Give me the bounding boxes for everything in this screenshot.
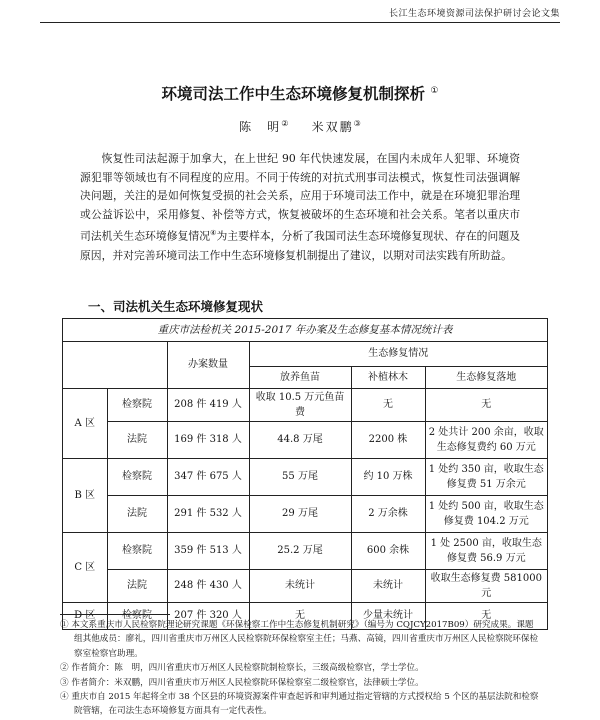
- section-heading: 一、司法机关生态环境修复现状: [88, 299, 264, 314]
- running-head-text: 长江生态环境资源司法保护研讨会论文集: [388, 9, 560, 19]
- footnote-divider: [60, 614, 170, 615]
- org-cell: 法院: [107, 421, 167, 458]
- paper-title: [0, 82, 600, 104]
- fish-cell: 收取 10.5 万元鱼苗费: [249, 388, 351, 421]
- cases-cell: 359 件 513 人: [167, 532, 249, 569]
- footnotes-list: [60, 618, 542, 719]
- table-row: [63, 569, 547, 602]
- region-cell: D 区: [63, 602, 107, 629]
- table-row: [63, 532, 547, 569]
- table-row: [63, 495, 547, 532]
- paper-title-text: 环境司法工作中生态环境修复机制探析: [161, 85, 426, 103]
- org-cell: 检察院: [107, 602, 167, 629]
- restore-cell: 无: [425, 388, 547, 421]
- author-name: 陈 明: [239, 120, 282, 134]
- cases-cell: 291 件 532 人: [167, 495, 249, 532]
- restore-cell: 1 处约 500 亩，收取生态修复费 104.2 万元: [425, 495, 547, 532]
- fish-cell: 25.2 万尾: [249, 532, 351, 569]
- region-cell: C 区: [63, 532, 107, 602]
- abstract-footnote-marker[interactable]: ④: [210, 229, 217, 238]
- region-cell: B 区: [63, 458, 107, 532]
- trees-cell: 600 余株: [351, 532, 425, 569]
- statistics-table: [62, 318, 548, 630]
- author-footnote-marker[interactable]: ②: [281, 119, 289, 128]
- data-table: [63, 342, 547, 629]
- table-row: [63, 458, 547, 495]
- table-row: [63, 421, 547, 458]
- org-cell: 法院: [107, 495, 167, 532]
- fish-cell: 55 万尾: [249, 458, 351, 495]
- org-cell: 检察院: [107, 388, 167, 421]
- fish-cell: 无: [249, 602, 351, 629]
- abstract-text: 为主要样本，分析了我国司法生态环境修复现状、存在的问题及原因，并对完善环境司法工作中生态环境修复机制提出了建议，以期对司法实践有所助益。: [80, 229, 521, 262]
- restore-cell: 收取生态修复费 581000 元: [425, 569, 547, 602]
- footnote: ③ 作者简介：米双鹏，四川省重庆市万州区人民检察院环保检察室二级检察官，法律硕士学位。: [60, 677, 424, 688]
- table-row: [63, 388, 547, 421]
- cases-cell: 208 件 419 人: [167, 388, 249, 421]
- header-cases: 办案数量: [167, 342, 249, 388]
- cases-cell: 169 件 318 人: [167, 421, 249, 458]
- header-trees: 补植林木: [351, 366, 425, 388]
- running-head: [40, 6, 560, 23]
- author-footnote-marker[interactable]: ③: [353, 119, 361, 128]
- corner-cell: [63, 342, 167, 388]
- region-cell: A 区: [63, 388, 107, 458]
- cases-cell: 248 件 430 人: [167, 569, 249, 602]
- author-name: 米双鹏: [311, 120, 354, 134]
- restore-cell: 2 处共计 200 余亩，收取生态修复费约 60 万元: [425, 421, 547, 458]
- trees-cell: 2200 株: [351, 421, 425, 458]
- footnote: ① 本文系重庆市人民检察院理论研究课题《环保检察工作中生态修复机制研究》（编号为 CQJCY2017B09）研究成果。课题组其他成员：廖礼，四川省重庆市万州区人民检察院环保检察室主任；马燕、高镜，四川省重庆市万州区人民检察院环保检察室检察官助理。: [60, 620, 539, 659]
- fish-cell: 44.8 万尾: [249, 421, 351, 458]
- cases-cell: 347 件 675 人: [167, 458, 249, 495]
- abstract-paragraph: [80, 150, 520, 265]
- fish-cell: 29 万尾: [249, 495, 351, 532]
- org-cell: 法院: [107, 569, 167, 602]
- trees-cell: 2 万余株: [351, 495, 425, 532]
- footnote: ② 作者简介：陈 明，四川省重庆市万州区人民检察院制检察长，三级高级检察官，学士学位。: [60, 663, 424, 674]
- restore-cell: 1 处 2500 亩，收取生态修复费 56.9 万元: [425, 532, 547, 569]
- trees-cell: 少量未统计: [351, 602, 425, 629]
- restore-cell: 1 处约 350 亩，收取生态修复费 51 万余元: [425, 458, 547, 495]
- org-cell: 检察院: [107, 458, 167, 495]
- header-fish: 放养鱼苗: [249, 366, 351, 388]
- fish-cell: 未统计: [249, 569, 351, 602]
- cases-cell: 207 件 320 人: [167, 602, 249, 629]
- footnote: ④ 重庆市自 2015 年起将全市 38 个区县的环境资源案件审查起诉和审判通过指定管辖的方式授权给 5 个区的基层法院和检察院管辖，在司法生态环境修复方面具有一定代表性。: [60, 692, 539, 717]
- trees-cell: 约 10 万株: [351, 458, 425, 495]
- author-line: [0, 118, 600, 135]
- trees-cell: 无: [351, 388, 425, 421]
- table-caption: 重庆市法检机关 2015-2017 年办案及生态修复基本情况统计表: [63, 319, 547, 342]
- title-footnote-marker[interactable]: ①: [430, 85, 439, 96]
- org-cell: 检察院: [107, 532, 167, 569]
- header-restoration-group: 生态修复情况: [249, 342, 547, 366]
- restore-cell: 无: [425, 602, 547, 629]
- abstract-text: 恢复性司法起源于加拿大，在上世纪 90 年代快速发展，在国内未成年人犯罪、环境资源犯罪等领域也有不同程度的应用。不同于传统的对抗式刑事司法模式，恢复性司法强调解决问题，关注的是如何恢复受损的社会关系，应用于环境司法工作中，就是在环境犯罪治理或公益诉讼中，采用修复、补偿等方式，恢复被破坏的生态环境和社会关系。笔者以重庆市司法机关生态环境修复情况: [80, 152, 520, 243]
- header-restoration-site: 生态修复落地: [425, 366, 547, 388]
- trees-cell: 未统计: [351, 569, 425, 602]
